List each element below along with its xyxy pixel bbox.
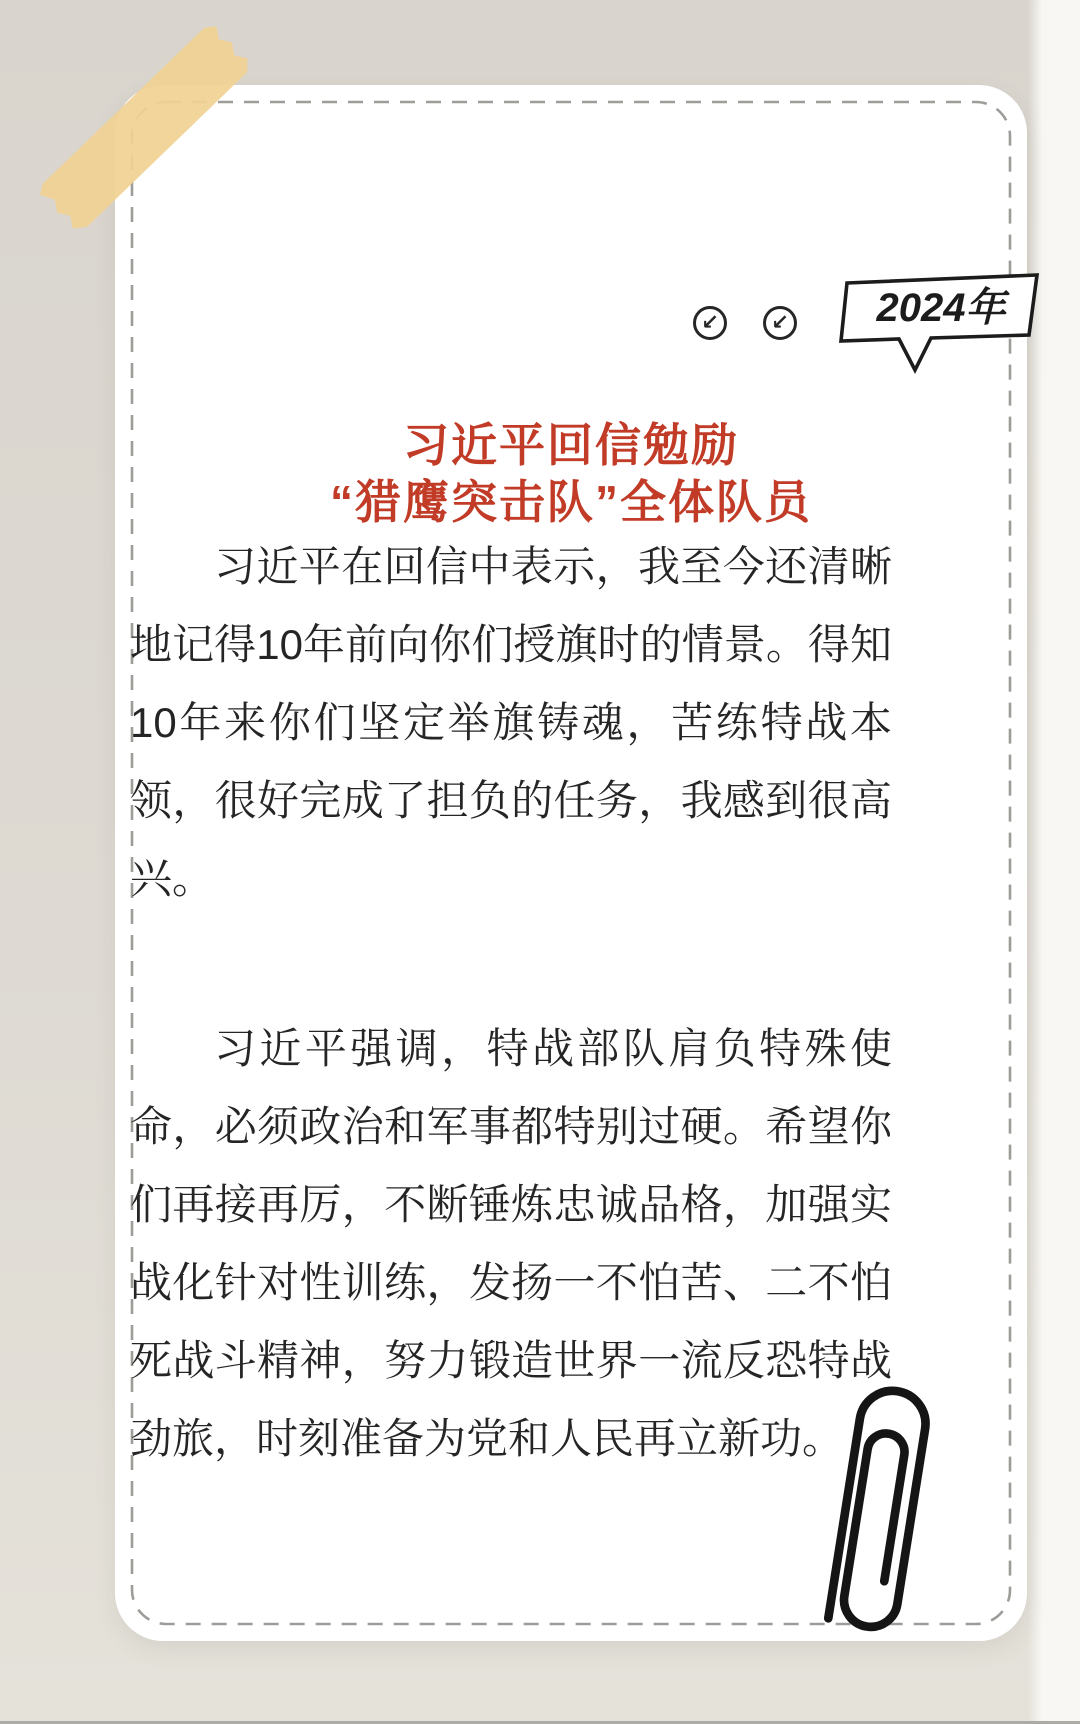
year-label: 2024年 <box>876 286 1006 330</box>
year-speech-bubble <box>827 269 1045 381</box>
arrow-down-left-icon <box>693 306 727 340</box>
arrow-down-left-icon <box>763 306 797 340</box>
title-line-1: 习近平回信勉励 <box>403 419 739 471</box>
letter-body <box>130 528 892 1478</box>
arrow-glyph: ↙ <box>701 311 719 334</box>
paragraph-2: 习近平强调，特战部队肩负特殊使命，必须政治和军事都特别过硬。希望你们再接再厉，不断锤炼忠诚品格，加强实战化针对性训练，发扬一不怕苦、二不怕死战斗精神，努力锻造世界一流反恐特战劲旅，时刻准备为党和人民再立新功。 <box>130 1025 892 1462</box>
paragraph-1: 习近平在回信中表示，我至今还清晰地记得10年前向你们授旗时的情景。得知10年来你们坚定举旗铸魂，苦练特战本领，很好完成了担负的任务，我感到很高兴。 <box>130 543 892 902</box>
title-line-2: “猎鹰突击队”全体队员 <box>330 476 812 528</box>
poster-title <box>115 417 1027 531</box>
arrow-glyph: ↙ <box>771 311 789 334</box>
card-header <box>693 267 1053 377</box>
